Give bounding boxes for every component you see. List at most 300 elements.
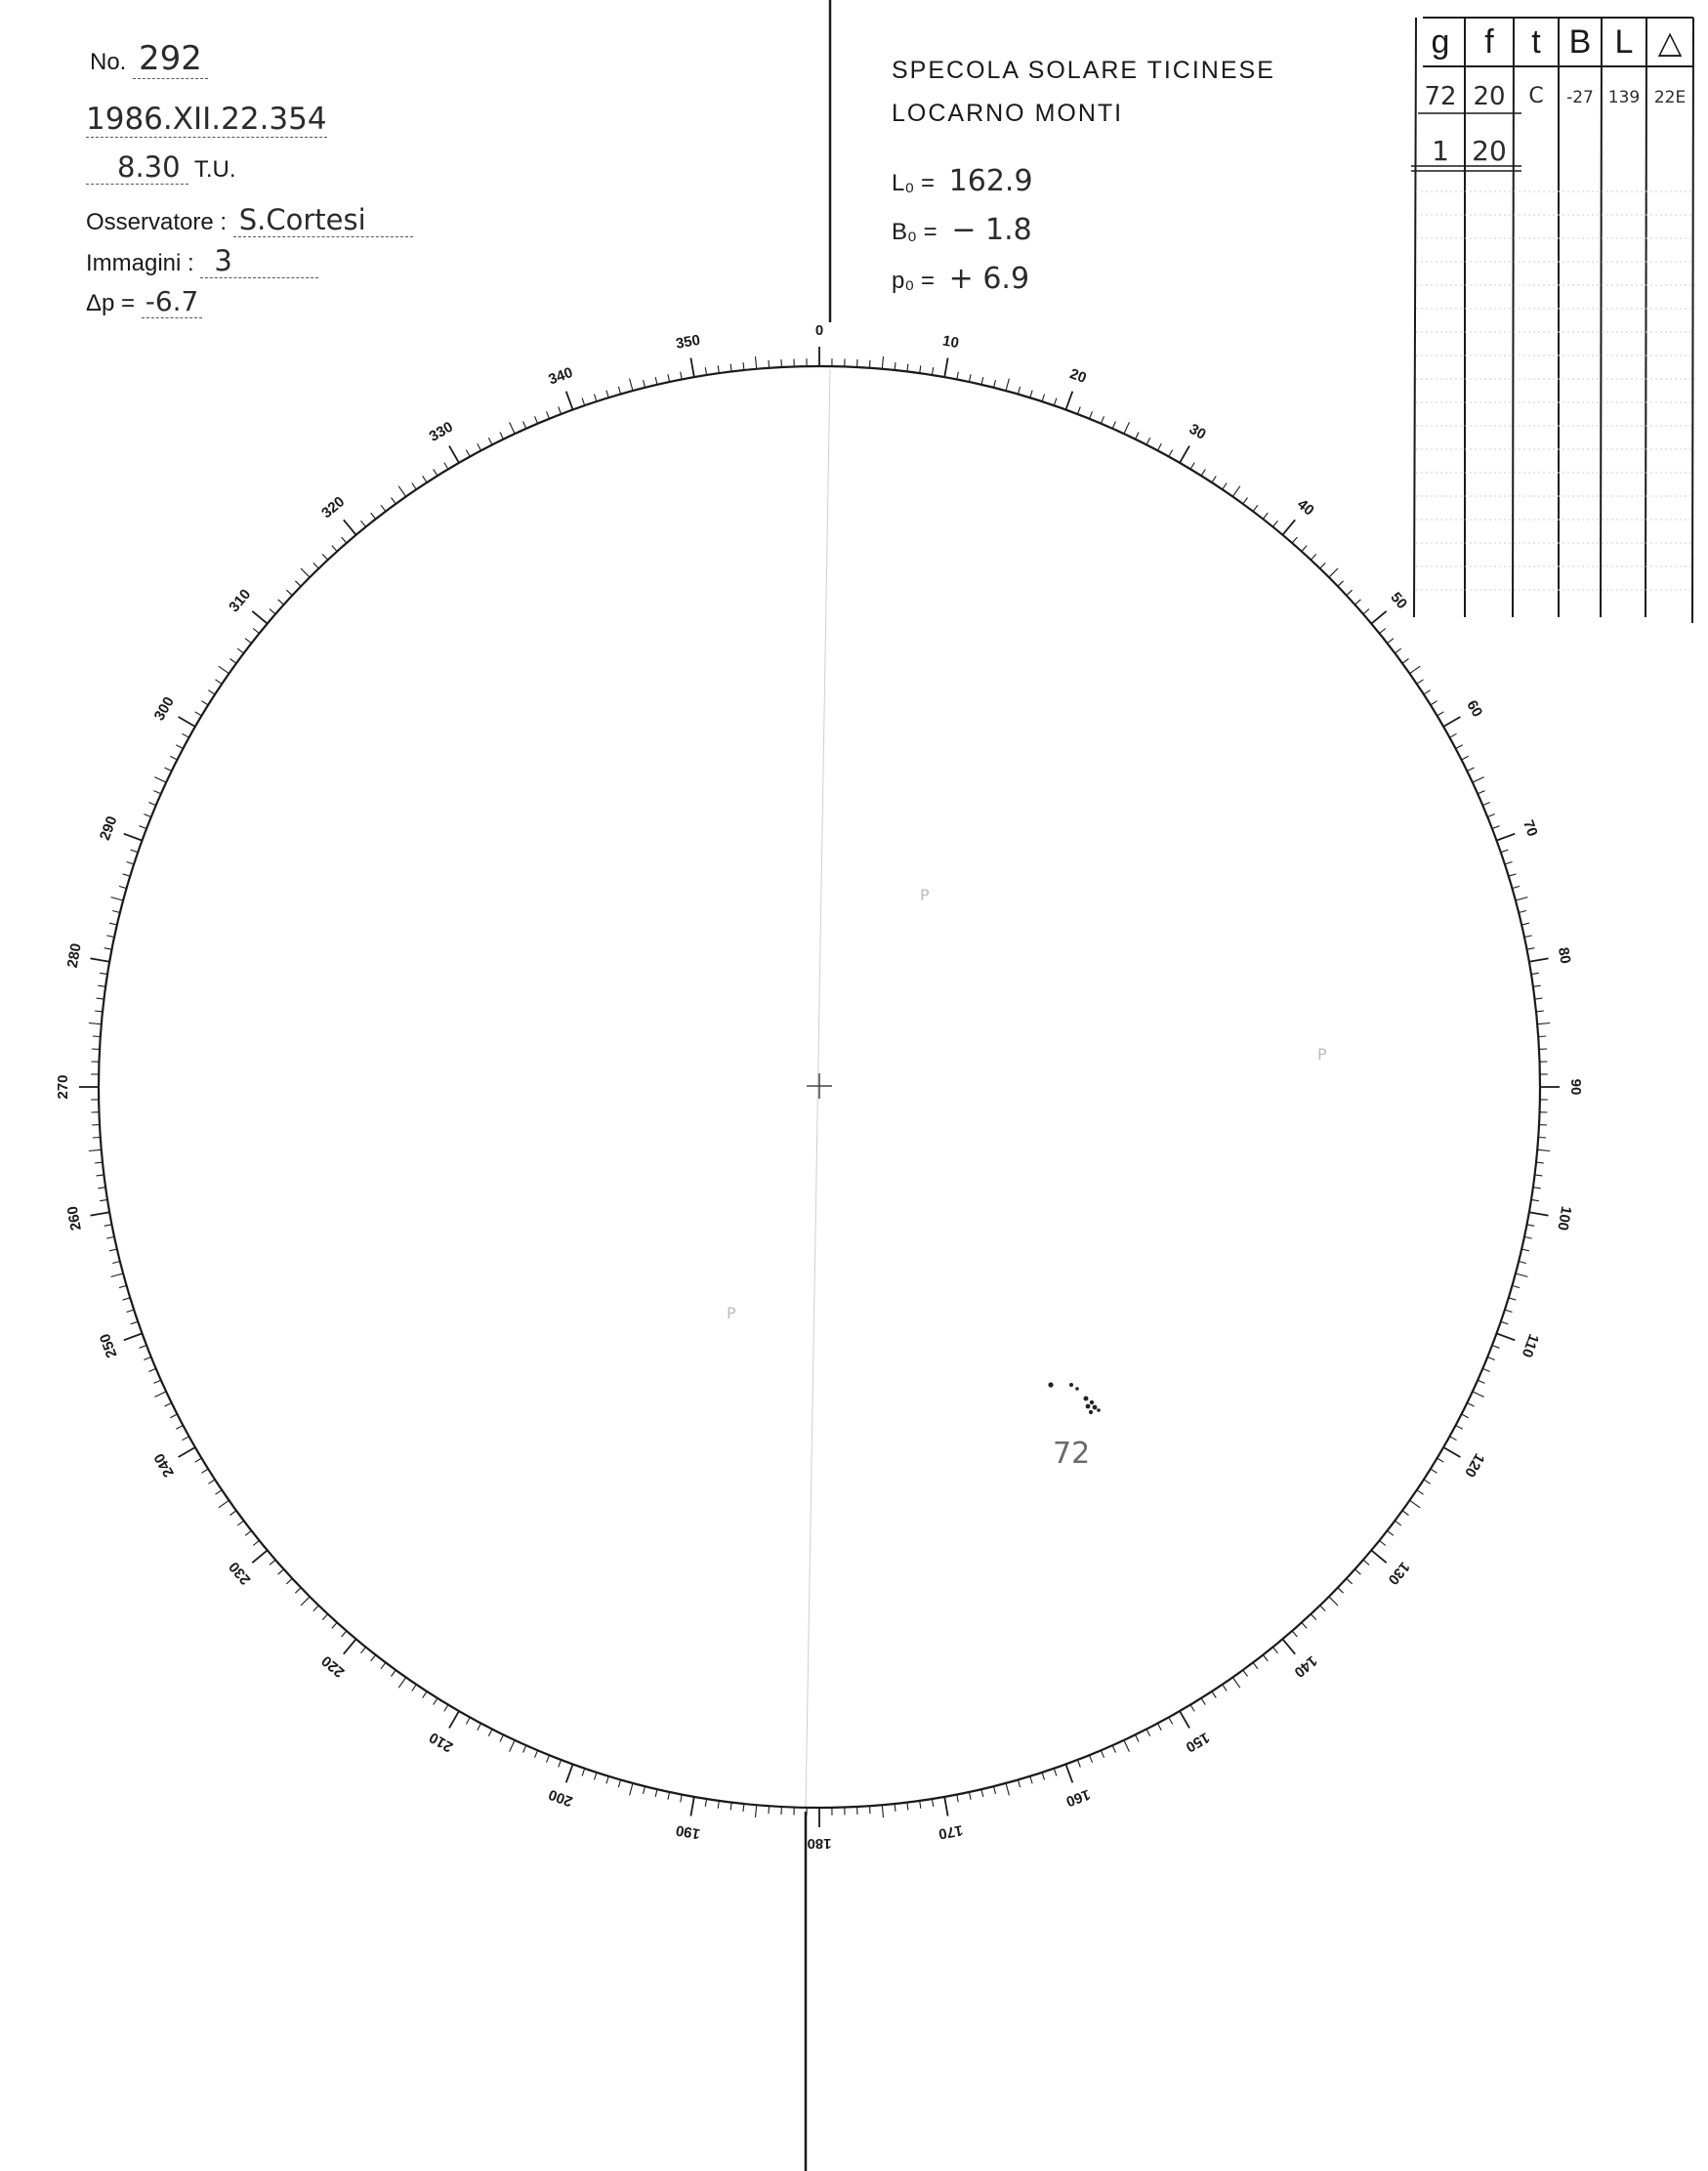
observer-value: S.Cortesi [233, 203, 413, 237]
graduation-tick [230, 659, 236, 664]
table-total-groups: 1 [1432, 135, 1449, 167]
graduation-tick [618, 387, 620, 395]
graduation-tick [1223, 483, 1228, 490]
graduation-tick [870, 1806, 871, 1814]
graduation-tick [1512, 1285, 1520, 1287]
L0-value: 162.9 [948, 164, 1033, 198]
graduation-tick [123, 1298, 131, 1300]
graduation-tick [89, 1023, 102, 1024]
graduation-tick [1136, 1734, 1140, 1741]
graduation-label: 190 [674, 1821, 702, 1843]
graduation-tick [466, 450, 470, 457]
graduation-label: 340 [546, 363, 575, 389]
graduation-tick [1042, 395, 1044, 402]
graduation-tick [344, 520, 356, 534]
graduation-tick [1462, 1414, 1469, 1418]
graduation-tick [371, 1655, 376, 1661]
graduation-tick [1282, 520, 1295, 534]
graduation-tick [523, 1745, 526, 1752]
graduation-tick [144, 814, 150, 817]
graduation-tick [170, 1414, 177, 1418]
graduation-tick [500, 433, 504, 439]
graduation-tick [1533, 985, 1541, 986]
graduation-tick [1388, 639, 1394, 644]
graduation-label: 270 [54, 1074, 71, 1100]
graduation-tick [170, 756, 177, 760]
facula-mark: P [1317, 1045, 1327, 1064]
graduation-tick [957, 1794, 959, 1802]
graduation-tick [1524, 1236, 1532, 1238]
graduation-tick [1424, 1480, 1431, 1483]
graduation-tick [488, 438, 492, 444]
graduation-tick [1462, 756, 1469, 760]
graduation-tick [1524, 936, 1532, 938]
graduation-tick [705, 1799, 706, 1807]
graduation-tick [253, 1540, 259, 1545]
graduation-tick [1190, 463, 1194, 470]
graduation-label: 50 [1387, 589, 1411, 613]
graduation-tick [1054, 1769, 1057, 1776]
graduation-tick [1180, 446, 1189, 463]
graduation-tick [381, 1662, 386, 1668]
graduation-tick [423, 1691, 427, 1698]
graduation-label: 200 [546, 1785, 575, 1811]
graduation-tick [1112, 422, 1115, 429]
graduation-tick [1450, 1437, 1457, 1440]
graduation-tick [1354, 600, 1360, 605]
graduation-tick [769, 1806, 770, 1814]
graduation-tick [216, 1490, 223, 1495]
graduation-label: 70 [1519, 817, 1541, 839]
graduation-tick [111, 1273, 124, 1276]
graduation-tick [154, 777, 166, 783]
graduation-tick [219, 666, 229, 674]
graduation-tick [1482, 1368, 1489, 1371]
images-label: Immagini : [86, 250, 194, 276]
graduation-tick [1112, 1745, 1115, 1752]
graduation-tick [123, 874, 131, 876]
graduation-tick [1158, 443, 1162, 450]
graduation-tick [93, 1036, 101, 1037]
graduation-tick [1505, 862, 1513, 864]
graduation-tick [449, 1711, 459, 1728]
graduation-tick [1505, 1310, 1513, 1312]
graduation-tick [371, 513, 376, 519]
graduation-tick [444, 1705, 448, 1712]
graduation-tick [1232, 1678, 1240, 1689]
graduation-tick [1243, 498, 1248, 504]
graduation-tick [1253, 1662, 1258, 1668]
graduation-tick [131, 1321, 139, 1324]
graduation-tick [895, 362, 896, 370]
graduation-tick [920, 365, 921, 373]
graduation-label: 150 [1183, 1729, 1213, 1756]
graduation-tick [1363, 609, 1369, 614]
graduation-tick [1519, 911, 1526, 913]
graduation-tick [630, 1783, 633, 1796]
graduation-tick [1529, 1212, 1549, 1215]
graduation-tick [730, 364, 731, 372]
graduation-tick [478, 443, 481, 450]
graduation-label: 170 [937, 1821, 965, 1843]
graduation-tick [478, 1724, 481, 1731]
graduation-tick [154, 1392, 166, 1398]
graduation-tick [176, 745, 183, 749]
graduation-tick [932, 367, 933, 375]
graduation-tick [1354, 1569, 1360, 1574]
graduation-tick [195, 1458, 202, 1462]
graduation-tick [969, 374, 971, 382]
graduation-tick [1054, 398, 1057, 406]
graduation-tick [655, 1789, 657, 1797]
graduation-tick [154, 1380, 161, 1383]
graduation-tick [1519, 1262, 1526, 1264]
graduation-tick [1302, 1622, 1307, 1628]
graduation-label: 0 [814, 321, 824, 339]
graduation-tick [1169, 450, 1173, 457]
images-value: 3 [200, 244, 317, 278]
sunspot-group-label: 72 [1053, 1437, 1091, 1471]
L0-field [892, 164, 1033, 198]
graduation-tick [91, 958, 110, 961]
graduation-tick [1190, 1705, 1194, 1712]
graduation-tick [681, 1794, 683, 1802]
graduation-tick [342, 537, 347, 543]
graduation-tick [1380, 629, 1386, 634]
graduation-tick [618, 1779, 620, 1787]
graduation-tick [668, 374, 670, 382]
graduation-tick [1535, 998, 1543, 999]
graduation-tick [1311, 1614, 1316, 1620]
graduation-label: 90 [1567, 1078, 1585, 1096]
graduation-tick [1272, 521, 1277, 526]
graduation-tick [1536, 1011, 1544, 1012]
graduation-tick [1521, 923, 1529, 925]
graduation-tick [1065, 392, 1072, 410]
graduation-tick [1253, 505, 1258, 511]
sheet-number-value: 292 [133, 39, 208, 79]
graduation-tick [1006, 1783, 1009, 1796]
graduation-tick [681, 372, 683, 380]
graduation-tick [690, 358, 693, 378]
graduation-tick [140, 826, 147, 829]
graduation-tick [1497, 1333, 1516, 1340]
graduation-tick [1146, 438, 1150, 444]
graduation-tick [981, 377, 983, 385]
graduation-tick [165, 1403, 172, 1407]
graduation-tick [100, 1199, 107, 1200]
graduation-tick [1146, 1730, 1150, 1736]
graduation-tick [412, 1685, 417, 1691]
graduation-tick [278, 600, 284, 605]
graduation-tick [1380, 1540, 1386, 1545]
graduation-tick [1302, 546, 1307, 552]
sheet-number-label: No. [90, 49, 127, 75]
graduation-tick [245, 639, 251, 644]
graduation-tick [1263, 513, 1268, 519]
graduation-tick [1006, 379, 1009, 392]
graduation-tick [208, 1480, 215, 1483]
graduation-tick [1272, 1648, 1277, 1653]
graduation-tick [183, 733, 189, 737]
graduation-tick [547, 411, 550, 418]
graduation-tick [398, 486, 406, 497]
graduation-tick [104, 948, 112, 950]
graduation-tick [606, 391, 608, 398]
graduation-tick [1201, 1698, 1205, 1705]
graduation-tick [119, 886, 127, 888]
graduation-tick [332, 1622, 337, 1628]
observer-field [86, 203, 413, 236]
graduation-tick [112, 911, 120, 913]
observer-label: Osservatore : [86, 209, 228, 235]
graduation-tick [1424, 690, 1431, 694]
graduation-tick [1292, 1631, 1297, 1637]
graduation-tick [1158, 1724, 1162, 1731]
graduation-tick [1042, 1773, 1044, 1780]
graduation-tick [547, 1755, 550, 1762]
graduation-tick [756, 1805, 757, 1817]
graduation-tick [1101, 1750, 1104, 1757]
observation-time-value: 8.30 [86, 150, 188, 185]
graduation-label: 240 [150, 1450, 178, 1481]
graduation-tick [195, 712, 202, 716]
graduation-tick [1311, 554, 1316, 560]
graduation-tick [1338, 581, 1344, 587]
graduation-tick [510, 422, 516, 434]
graduation-tick [743, 362, 744, 370]
graduation-tick [1431, 1469, 1437, 1473]
observatory-location: LOCARNO MONTI [892, 100, 1124, 127]
table-cell-g: 72 [1424, 82, 1457, 111]
graduation-tick [91, 1212, 110, 1215]
graduation-tick [1450, 733, 1457, 737]
table-ruled-lines [1416, 191, 1692, 590]
graduation-tick [278, 1569, 284, 1574]
graduation-tick [1501, 850, 1509, 853]
graduation-label: 230 [226, 1558, 255, 1588]
graduation-tick [1431, 701, 1437, 705]
graduation-tick [1065, 1765, 1072, 1783]
graduation-tick [1101, 416, 1104, 423]
graduation-tick [1437, 712, 1444, 716]
graduation-tick [1443, 1447, 1460, 1457]
graduation-label: 130 [1384, 1558, 1413, 1588]
graduation-tick [237, 648, 243, 653]
graduation-label: 310 [226, 586, 255, 616]
graduation-tick [124, 1333, 143, 1340]
graduation-tick [1473, 777, 1484, 783]
B0-label: B₀ = [892, 219, 937, 245]
graduation-tick [1212, 1691, 1216, 1698]
graduation-tick [1402, 659, 1408, 664]
graduation-tick [1402, 1511, 1408, 1516]
graduation-tick [1512, 886, 1520, 888]
graduation-tick [944, 358, 947, 378]
graduation-tick [381, 505, 386, 511]
graduation-tick [566, 1765, 573, 1783]
graduation-tick [644, 380, 646, 388]
graduation-tick [286, 590, 292, 596]
L0-label: L₀ = [892, 170, 935, 196]
graduation-tick [1018, 387, 1020, 395]
graduation-tick [131, 850, 139, 853]
graduation-tick [981, 1789, 983, 1797]
table-header-t: t [1531, 23, 1541, 61]
graduation-tick [730, 1803, 731, 1811]
graduation-label: 40 [1293, 495, 1317, 520]
graduation-tick [344, 1639, 356, 1653]
sheet-number [90, 39, 208, 78]
graduation-tick [1338, 1588, 1344, 1594]
graduation-tick [313, 1606, 319, 1611]
graduation-tick [1533, 1188, 1541, 1189]
graduation-tick [944, 1797, 947, 1816]
graduation-tick [1030, 391, 1032, 398]
graduation-tick [655, 377, 657, 385]
graduation-tick [124, 834, 143, 841]
graduation-label: 260 [63, 1204, 85, 1232]
graduation-tick [1526, 1225, 1534, 1227]
graduation-tick [322, 1614, 328, 1620]
graduation-tick [1538, 1036, 1546, 1037]
graduation-tick [201, 1469, 208, 1473]
graduation-tick [1388, 1530, 1394, 1535]
graduation-tick [97, 998, 104, 999]
table-total-spots: 20 [1472, 135, 1507, 167]
graduation-tick [1529, 958, 1549, 961]
table-cell-f: 20 [1473, 82, 1506, 111]
graduation-tick [201, 701, 208, 705]
graduation-tick [1347, 590, 1353, 596]
graduation-tick [361, 1648, 366, 1653]
graduation-tick [295, 1588, 301, 1594]
graduation-tick [690, 1797, 693, 1816]
graduation-tick [1395, 1521, 1400, 1525]
graduation-tick [95, 1011, 103, 1012]
graduation-tick [1437, 1458, 1444, 1462]
table-cell-delta: 22E [1653, 88, 1687, 107]
graduation-tick [1395, 648, 1400, 653]
graduation-label: 30 [1186, 420, 1209, 443]
graduation-tick [895, 1804, 896, 1812]
graduation-tick [1521, 1249, 1529, 1251]
graduation-tick [1410, 1500, 1421, 1508]
graduation-tick [1371, 611, 1386, 624]
graduation-tick [1516, 1273, 1528, 1276]
graduation-tick [301, 1597, 310, 1606]
graduation-tick [1467, 1403, 1474, 1407]
graduation-tick [1371, 1550, 1386, 1563]
graduation-tick [392, 1670, 396, 1676]
delta-p-field [86, 285, 202, 317]
graduation-tick [1492, 1346, 1500, 1349]
graduation-label: 220 [318, 1651, 349, 1681]
images-field [86, 244, 318, 277]
graduation-tick [1329, 1597, 1338, 1606]
graduation-tick [230, 1511, 236, 1516]
graduation-label: 20 [1067, 365, 1089, 388]
graduation-tick [1090, 1755, 1093, 1762]
graduation-tick [606, 1776, 608, 1784]
graduation-tick [1537, 1023, 1550, 1024]
graduation-tick [1526, 948, 1534, 950]
graduation-label: 110 [1518, 1331, 1542, 1360]
graduation-label: 280 [63, 941, 85, 970]
graduation-tick [179, 717, 195, 727]
graduation-tick [743, 1804, 744, 1812]
graduation-tick [1536, 1162, 1544, 1163]
graduation-label: 330 [426, 418, 456, 445]
graduation-tick [1535, 1175, 1543, 1176]
graduation-tick [1136, 433, 1140, 439]
graduation-tick [566, 392, 573, 410]
graduation-tick [1473, 1392, 1484, 1398]
graduation-label: 350 [674, 331, 702, 353]
table-header-B: B [1568, 23, 1592, 61]
graduation-tick [994, 1786, 996, 1794]
graduation-label: 10 [940, 332, 961, 353]
graduation-tick [1487, 814, 1494, 817]
facula-mark: P [727, 1304, 736, 1322]
graduation-label: 140 [1290, 1651, 1320, 1681]
graduation-tick [595, 395, 597, 402]
graduation-tick [1410, 666, 1421, 674]
graduation-tick [1501, 1321, 1509, 1324]
graduation-tick [1169, 1718, 1173, 1725]
graduation-tick [104, 1225, 112, 1227]
B0-value: − 1.8 [951, 213, 1032, 247]
graduation-tick [1263, 1655, 1268, 1661]
graduation-tick [342, 1631, 347, 1637]
graduation-tick [109, 1249, 117, 1251]
central-meridian [806, 369, 830, 1809]
graduation-tick [112, 1262, 120, 1264]
graduation-tick [582, 1769, 585, 1776]
delta-p-label: Δp = [86, 290, 136, 316]
graduation-tick [595, 1773, 597, 1780]
graduation-tick [1292, 537, 1297, 543]
graduation-tick [1180, 1711, 1189, 1728]
graduation-tick [1223, 1685, 1228, 1691]
graduation-tick [322, 554, 328, 560]
observation-date: 1986.XII.22.354 [86, 102, 327, 137]
graduation-label: 100 [1554, 1204, 1575, 1232]
graduation-label: 180 [807, 1835, 832, 1853]
graduation-tick [1456, 745, 1463, 749]
graduation-tick [434, 1698, 437, 1705]
graduation-tick [286, 1578, 292, 1584]
graduation-tick [95, 1162, 103, 1163]
graduation-tick [219, 1500, 229, 1508]
p0-field [892, 262, 1029, 296]
graduation-tick [245, 1530, 251, 1535]
graduation-tick [252, 1550, 267, 1563]
graduation-tick [1443, 717, 1460, 727]
graduation-tick [1509, 1298, 1517, 1300]
graduation-tick [270, 1560, 275, 1565]
graduation-tick [907, 1803, 908, 1811]
graduation-tick [718, 1801, 719, 1809]
graduation-tick [705, 367, 706, 375]
graduation-label: 210 [426, 1729, 456, 1756]
graduation-tick [208, 690, 215, 694]
graduation-tick [313, 563, 319, 568]
graduation-tick [769, 360, 770, 368]
graduation-tick [1243, 1670, 1248, 1676]
graduation-tick [165, 768, 172, 772]
graduation-tick [119, 1285, 127, 1287]
